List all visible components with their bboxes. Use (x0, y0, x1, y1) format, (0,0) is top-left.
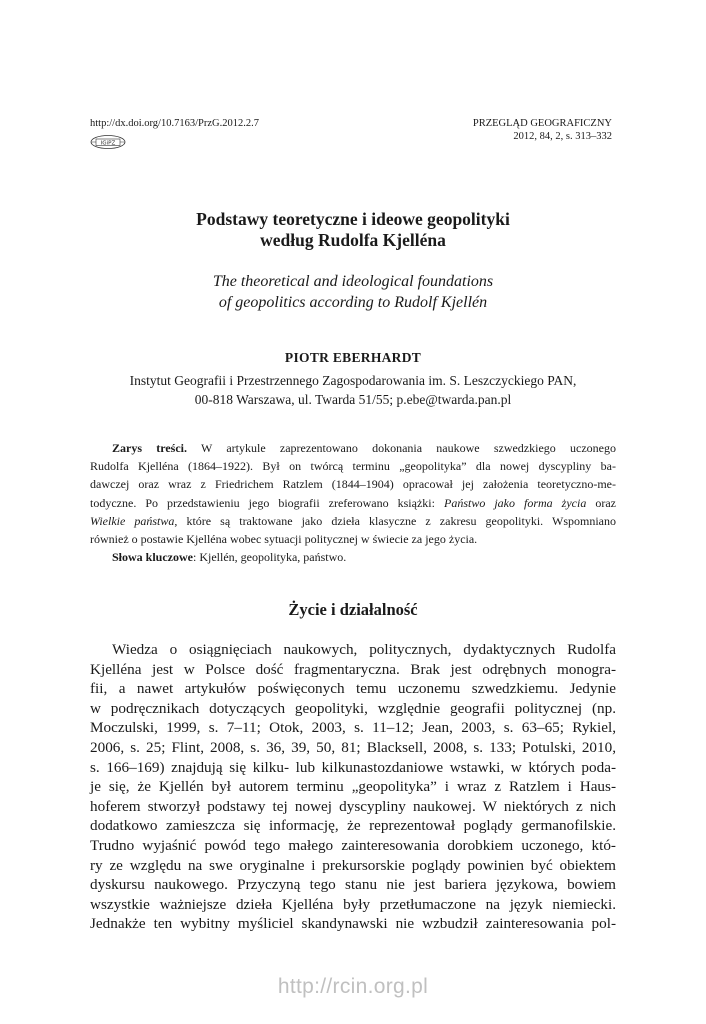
abstract-line: również o postawie Kjelléna wobec sytuacji politycznej w świecie za jego życia. (90, 531, 478, 546)
citation: 2012, 84, 2, s. 313–332 (513, 131, 612, 142)
body-line: ry ze względu na swe oryginalne i prekursorskie poglądy powinien być obiektem (90, 856, 616, 874)
title-polish-line-2: według Rudolfa Kjelléna (260, 230, 446, 250)
body-text (90, 640, 616, 934)
body-line: Trudno wyjaśnić powód tego małego zainteresowania dorobkiem uczonego, któ- (90, 836, 616, 854)
journal-info (473, 117, 612, 143)
title-english (0, 271, 706, 313)
journal-name: PRZEGLĄD GEOGRAFICZNY (472, 118, 612, 129)
body-line: Wiedza o osiągnięciach naukowych, politycznych, dydaktycznych Rudolfa (112, 641, 616, 658)
book-title: Wielkie państwa (90, 513, 175, 528)
body-line: fii, a nawet artykułów poświęconych temu uczonemu szwedzkiemu. Jedynie (90, 680, 616, 698)
doi-link[interactable]: http://dx.doi.org/10.7163/PrzG.2012.2.7 (90, 118, 259, 129)
keywords-label: Słowa kluczowe (112, 550, 193, 565)
abstract-line: dawczej oraz wraz z Friedrichem Ratzlem (1844–1904) opracował jej założenia teoretyczno-me- (90, 477, 616, 492)
igipz-logo (90, 134, 126, 150)
title-polish (0, 209, 706, 251)
body-line: 2006, s. 25; Flint, 2008, s. 36, 39, 50, 81; Blacksell, 2008, s. 133; Potulski, 2010, (90, 738, 616, 756)
svg-text:IGiPZ: IGiPZ (100, 140, 116, 147)
body-line: dodatkowo zamieszcza się informację, że reprezentował poglądy germanofilskie. (90, 817, 616, 835)
title-english-line-1: The theoretical and ideological foundations (212, 273, 494, 290)
affiliation-line-2: 00-818 Warszawa, ul. Twarda 51/55; p.ebe@twarda.pan.pl (194, 392, 512, 407)
abstract-line: Zarys treści. W artykule zaprezentowano dokonania naukowe szwedzkiego uczonego (112, 441, 616, 455)
body-line: dyskursu naukowego. Przyczyną tego stanu nie jest bariera językowa, bowiem (90, 876, 616, 894)
affiliation-line-1: Instytut Geografii i Przestrzennego Zagospodarowania im. S. Leszczyckiego PAN, (129, 373, 577, 388)
book-title: Państwo jako forma życia (443, 495, 587, 510)
body-line: wszystkie ważniejsze dzieła Kjelléna były przetłumaczone na język niemiecki. (90, 895, 616, 913)
title-polish-line-1: Podstawy teoretyczne i ideowe geopolityki (196, 209, 510, 229)
abstract-line: todyczne. Po przedstawieniu jego biografii zreferowano książki: Państwo jako forma życia oraz (90, 495, 617, 510)
abstract-line: Wielkie państwa, które są traktowane jako dzieła klasyczne z zakresu geopolityki. Wspomniano (90, 513, 616, 528)
author-name: PIOTR EBERHARDT (284, 350, 422, 365)
body-line: je się, że Kjellén był autorem terminu „geopolityka” i wraz z Ratzlem i Haus- (90, 778, 616, 796)
keywords: Słowa kluczowe: Kjellén, geopolityka, państwo. (112, 550, 347, 565)
body-line: Kjelléna jest w Polsce dość fragmentaryczna. Brak jest odrębnych monogra- (90, 660, 616, 678)
title-english-line-2: of geopolitics according to Rudolf Kjellén (218, 294, 488, 311)
abstract-line: Rudolfa Kjelléna (1864–1922). Był on twórcą terminu „geopolityka” dla nowej dyscypliny ba- (90, 459, 616, 474)
affiliation (0, 371, 706, 409)
abstract (90, 439, 616, 566)
body-line: w podręcznikach dotyczących geopolityki, względnie geografii politycznej (np. (90, 699, 616, 717)
body-line: Moczulski, 1999, s. 7–11; Otok, 2003, s. 11–12; Jean, 2003, s. 63–65; Rykiel, (90, 719, 616, 737)
abstract-label: Zarys treści. (112, 441, 187, 455)
body-line: hoferem stworzył podstawy tej nowej dyscypliny naukowej. W niektórych z nich (90, 797, 616, 815)
body-line: s. 166–169) znajdują się kilku- lub kilkunastozdaniowe wstawki, w których poda- (90, 758, 616, 776)
watermark: http://rcin.org.pl (277, 975, 429, 998)
body-line: Jednakże ten wybitny myśliciel skandynawski nie wzbudził zainteresowania pol- (90, 915, 616, 933)
section-heading: Życie i działalność (288, 600, 418, 619)
